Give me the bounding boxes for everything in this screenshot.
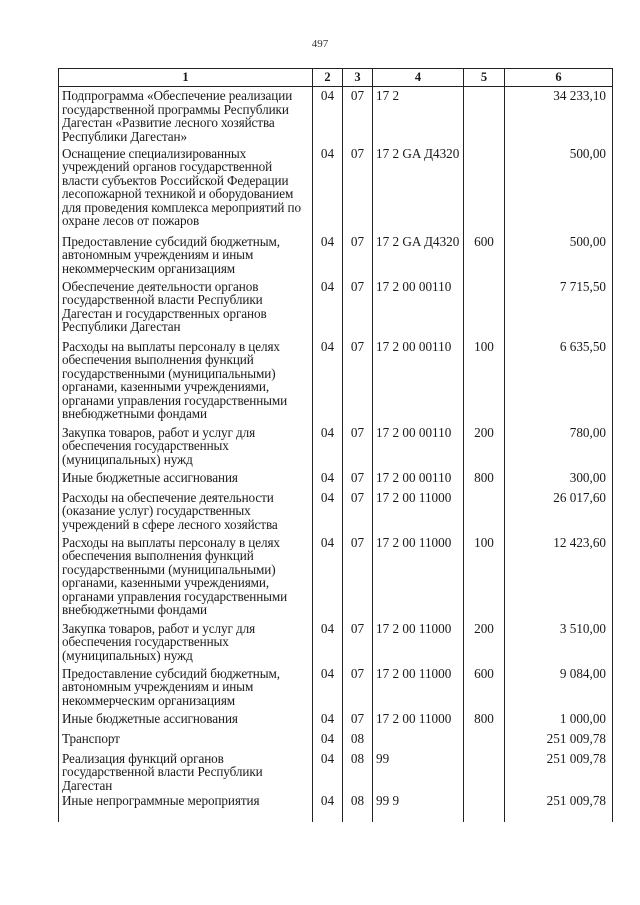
row-target-article: 17 2 00 00110 [373,338,464,424]
row-subsection-code: 07 [343,278,373,338]
row-name: Предоставление субсидий бюджетным, автономным учреждениям и иным некоммерческим организациям [59,233,313,278]
row-subsection-code: 07 [343,338,373,424]
row-subsection-code: 08 [343,792,373,822]
row-amount: 3 510,00 [505,620,613,665]
row-subsection-code: 07 [343,424,373,469]
row-target-article: 17 2 00 00110 [373,278,464,338]
row-amount: 6 635,50 [505,338,613,424]
row-amount: 251 009,78 [505,750,613,793]
table-row [59,233,613,278]
row-target-article: 17 2 00 11000 [373,710,464,730]
row-expense-type: 600 [464,665,505,710]
column-header: 6 [505,69,613,87]
row-subsection-code: 08 [343,750,373,793]
table-row [59,424,613,469]
row-target-article: 17 2 00 11000 [373,534,464,620]
row-target-article: 17 2 00 11000 [373,665,464,710]
row-section-code: 04 [313,233,343,278]
column-header: 3 [343,69,373,87]
row-subsection-code: 07 [343,469,373,489]
row-subsection-code: 07 [343,665,373,710]
row-expense-type: 100 [464,534,505,620]
row-expense-type: 200 [464,620,505,665]
row-name: Иные бюджетные ассигнования [59,469,313,489]
row-name: Иные бюджетные ассигнования [59,710,313,730]
table-row [59,469,613,489]
header-row [59,69,613,87]
row-subsection-code: 07 [343,620,373,665]
row-amount: 500,00 [505,233,613,278]
row-expense-type: 100 [464,338,505,424]
table-row [59,489,613,534]
row-expense-type: 200 [464,424,505,469]
row-target-article: 17 2 00 00110 [373,424,464,469]
row-amount: 7 715,50 [505,278,613,338]
column-header: 2 [313,69,343,87]
table-body [59,87,613,823]
table-row [59,710,613,730]
row-amount: 1 000,00 [505,710,613,730]
row-name: Реализация функций органов государственной власти Республики Дагестан [59,750,313,793]
table-row [59,534,613,620]
row-subsection-code: 07 [343,489,373,534]
row-expense-type: 600 [464,233,505,278]
row-target-article: 17 2 00 11000 [373,489,464,534]
row-expense-type [464,730,505,750]
row-section-code: 04 [313,87,343,145]
row-section-code: 04 [313,469,343,489]
row-section-code: 04 [313,145,343,233]
row-expense-type [464,87,505,145]
column-header: 4 [373,69,464,87]
row-amount: 34 233,10 [505,87,613,145]
row-amount: 26 017,60 [505,489,613,534]
row-expense-type: 800 [464,710,505,730]
row-subsection-code: 07 [343,87,373,145]
row-name: Предоставление субсидий бюджетным, автономным учреждениям и иным некоммерческим организациям [59,665,313,710]
row-amount: 12 423,60 [505,534,613,620]
table-row [59,145,613,233]
row-expense-type [464,145,505,233]
row-target-article: 17 2 00 00110 [373,469,464,489]
table-row [59,665,613,710]
row-section-code: 04 [313,424,343,469]
table-row [59,620,613,665]
table-row [59,87,613,145]
row-name: Иные непрограммные мероприятия [59,792,313,822]
budget-table [58,68,613,822]
row-section-code: 04 [313,730,343,750]
row-name: Транспорт [59,730,313,750]
row-name: Оснащение специализированных учреждений органов государственной власти субъектов Российской Федерации лесопожарной техникой и оборудованием для проведения комплекса мероприятий по охране лесов от пожаров [59,145,313,233]
row-subsection-code: 07 [343,710,373,730]
row-expense-type [464,792,505,822]
table-row [59,750,613,793]
row-section-code: 04 [313,489,343,534]
table-row [59,792,613,822]
row-amount: 300,00 [505,469,613,489]
column-header: 1 [59,69,313,87]
row-amount: 500,00 [505,145,613,233]
row-expense-type [464,750,505,793]
table-row [59,338,613,424]
row-amount: 780,00 [505,424,613,469]
row-amount: 9 084,00 [505,665,613,710]
table-row [59,730,613,750]
row-section-code: 04 [313,710,343,730]
row-subsection-code: 07 [343,233,373,278]
row-name: Подпрограмма «Обеспечение реализации государственной программы Республики Дагестан «Развитие лесного хозяйства Республики Дагестан» [59,87,313,145]
row-section-code: 04 [313,750,343,793]
row-amount: 251 009,78 [505,730,613,750]
row-target-article: 17 2 00 11000 [373,620,464,665]
row-expense-type [464,278,505,338]
row-name: Закупка товаров, работ и услуг для обеспечения государственных (муниципальных) нужд [59,424,313,469]
row-amount: 251 009,78 [505,792,613,822]
row-name: Расходы на выплаты персоналу в целях обеспечения выполнения функций государственными (муниципальными) органами, казенными учреждениями, органами управления государственными внебюджетными фондами [59,338,313,424]
page-number: 497 [311,38,329,50]
row-expense-type [464,489,505,534]
column-header: 5 [464,69,505,87]
row-target-article: 17 2 GA Д4320 [373,233,464,278]
row-section-code: 04 [313,534,343,620]
row-target-article: 17 2 GA Д4320 [373,145,464,233]
row-name: Обеспечение деятельности органов государственной власти Республики Дагестан и государственных органов Республики Дагестан [59,278,313,338]
row-target-article: 99 9 [373,792,464,822]
row-subsection-code: 07 [343,534,373,620]
row-name: Расходы на выплаты персоналу в целях обеспечения выполнения функций государственными (муниципальными) органами, казенными учреждениями, органами управления государственными внебюджетными фондами [59,534,313,620]
row-section-code: 04 [313,278,343,338]
row-section-code: 04 [313,792,343,822]
row-target-article: 17 2 [373,87,464,145]
row-section-code: 04 [313,620,343,665]
row-name: Закупка товаров, работ и услуг для обеспечения государственных (муниципальных) нужд [59,620,313,665]
row-subsection-code: 08 [343,730,373,750]
table-row [59,278,613,338]
row-name: Расходы на обеспечение деятельности (оказание услуг) государственных учреждений в сфере лесного хозяйства [59,489,313,534]
row-section-code: 04 [313,338,343,424]
row-expense-type: 800 [464,469,505,489]
row-subsection-code: 07 [343,145,373,233]
row-section-code: 04 [313,665,343,710]
row-target-article [373,730,464,750]
row-target-article: 99 [373,750,464,793]
